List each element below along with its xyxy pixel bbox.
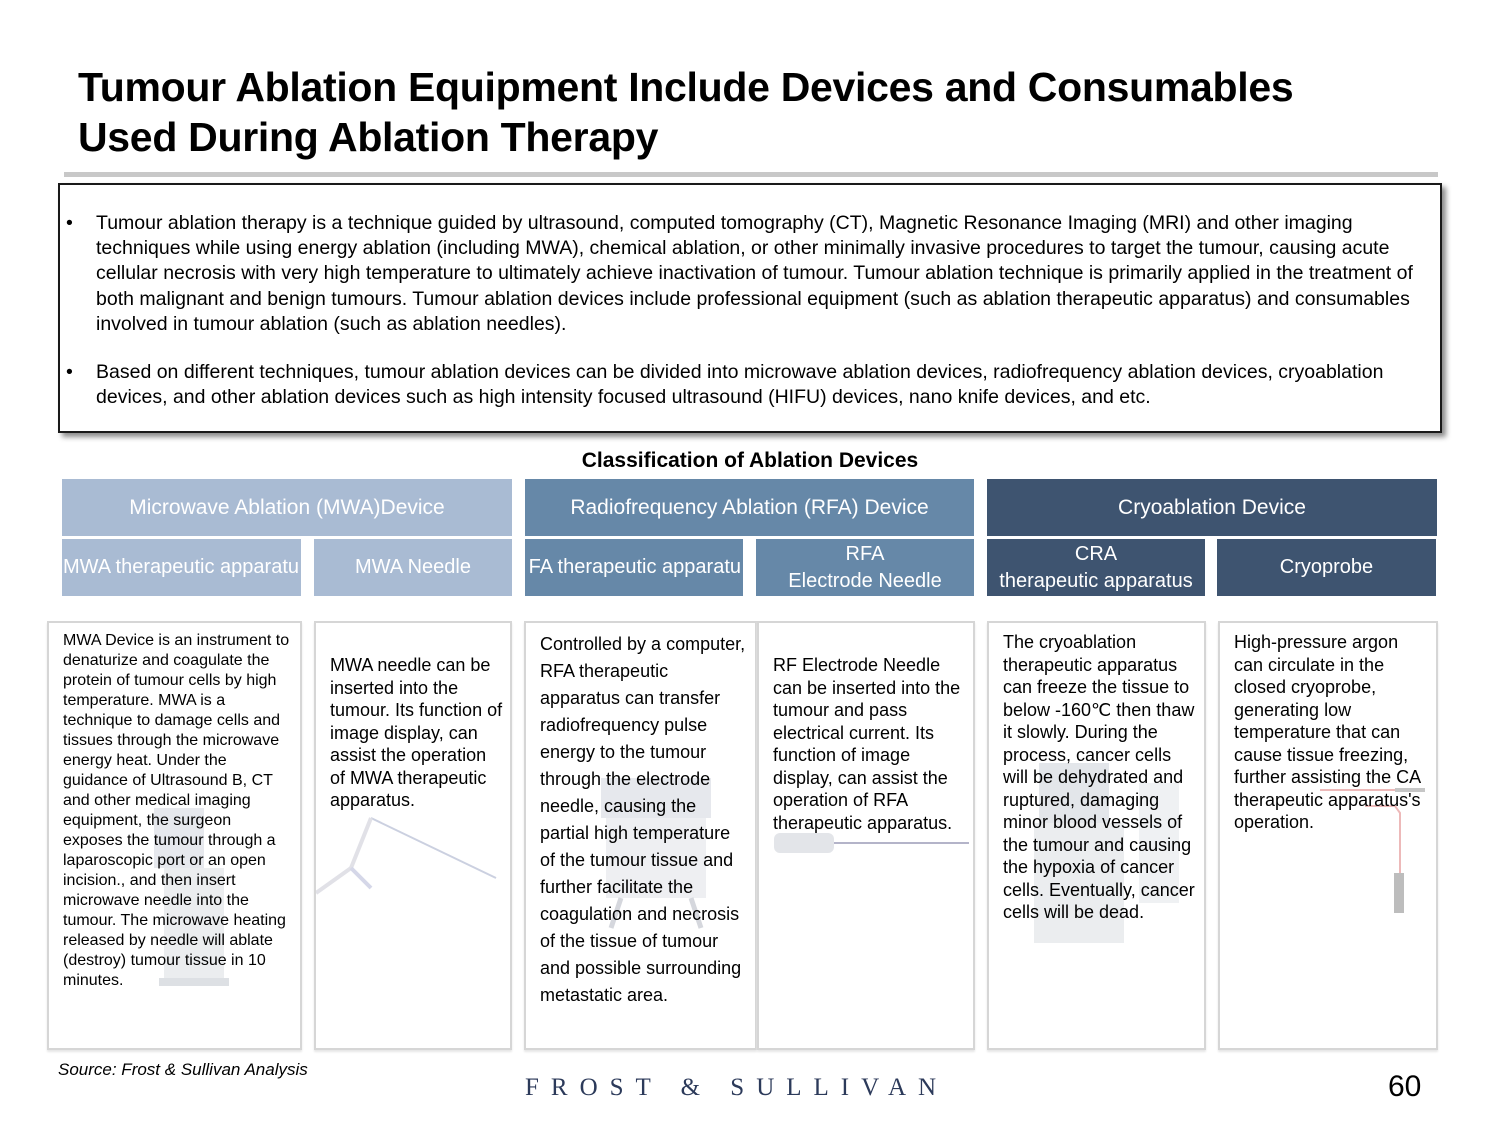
description-mwa-needle	[314, 621, 512, 1050]
description-text: MWA needle can be inserted into the tumour. Its function of image display, can assist the operation of MWA therapeutic apparatus.	[330, 655, 503, 810]
subcategory-mwa-needle	[314, 539, 512, 596]
page-title	[78, 62, 1458, 162]
description-mwa-apparatus	[47, 621, 302, 1050]
description-cryoprobe	[1218, 621, 1438, 1050]
page-title-line-1: Tumour Ablation Equipment Include Devices and Consumables	[78, 64, 1294, 110]
summary-box	[58, 183, 1442, 433]
description-text: MWA Device is an instrument to denaturize and coagulate the protein of tumour cells by high temperature. MWA is a technique to damage cells and tissues through the microwave energy heat. Under the guidance of Ultrasound B, CT and other medical imaging equipment, the surgeon exposes the tumour through a laparoscopic port or an open incision., and then insert microwave needle into the tumour. The microwave heating released by needle will ablate (destroy) tumour tissue in 10 minutes.	[63, 632, 290, 989]
subcategory-mwa-apparatus	[62, 539, 301, 596]
subcategory-label: Cryoprobe	[1279, 556, 1374, 578]
page-number: 60	[1388, 1070, 1422, 1103]
subcategory-label-line-1: CRA	[1074, 542, 1118, 565]
description-text: RF Electrode Needle can be inserted into the tumour and pass electrical current. Its function of image display, can assist the operation of RFA therapeutic apparatus.	[773, 655, 961, 833]
description-text: The cryoablation therapeutic apparatus can freeze the tissue to below -160℃ then thaw it slowly. During the process, cancer cells will be dehydrated and ruptured, damaging minor blood vessels of the tumour and causing the hypoxia of cancer cells. Eventually, cancer cells will be dead.	[1003, 632, 1195, 922]
category-cryoablation	[987, 479, 1437, 536]
subcategory-cryoprobe	[1217, 539, 1436, 596]
source-note: Source: Frost & Sullivan Analysis	[58, 1060, 308, 1079]
description-cra-apparatus	[987, 621, 1206, 1050]
brand-logo: FROST & SULLIVAN	[525, 1074, 949, 1101]
summary-bullet-text: Based on different techniques, tumour ablation devices can be divided into microwave ablation devices, radiofrequency ablation devices, cryoablation devices, and other ablation devices such as high intensity focused ultrasound (HIFU) devices, nano knife devices, and etc.	[96, 361, 1384, 409]
subcategory-rfa-electrode-needle	[756, 539, 974, 596]
description-rfa-electrode-needle	[757, 621, 975, 1050]
subcategory-label-line-1: RFA	[845, 542, 885, 565]
title-divider	[64, 172, 1438, 177]
category-label: Microwave Ablation (MWA)Device	[129, 495, 445, 519]
page-title-line-2: Used During Ablation Therapy	[78, 114, 659, 160]
subcategory-cra-apparatus	[987, 539, 1205, 596]
subcategory-label-line-2: therapeutic apparatus	[999, 569, 1193, 592]
bullet-icon: •	[66, 212, 73, 234]
summary-bullet-2	[66, 360, 1436, 410]
bullet-icon: •	[66, 361, 73, 383]
subcategory-label: FA therapeutic apparatu	[528, 556, 741, 578]
category-rfa	[525, 479, 974, 536]
summary-bullet-1	[66, 211, 1436, 337]
mwa-needle-image-icon	[316, 808, 506, 908]
subcategory-label-line-2: Electrode Needle	[788, 569, 942, 592]
category-label: Cryoablation Device	[1118, 495, 1306, 519]
subcategory-label: MWA Needle	[355, 556, 471, 578]
description-text: High-pressure argon can circulate in the closed cryoprobe, generating low temperature that can cause tissue freezing, further assisting the CA therapeutic apparatus's operation.	[1234, 632, 1421, 832]
category-label: Radiofrequency Ablation (RFA) Device	[570, 495, 929, 519]
subcategory-rfa-apparatus	[525, 539, 743, 596]
subcategory-label: MWA therapeutic apparatu	[62, 556, 299, 578]
summary-bullet-text: Tumour ablation therapy is a technique guided by ultrasound, computed tomography (CT), Magnetic Resonance Imaging (MRI) and other imaging techniques while using energy ablation (including MWA), chemical ablation, or other minimally invasive procedures to target the tumour, causing acute cellular necrosis with very high temperature to ultimately achieve inactivation of tumour. Tumour ablation technique is primarily applied in the treatment of both malignant and benign tumours. Tumour ablation devices include professional equipment (such as ablation therapeutic apparatus) and consumables involved in tumour ablation (such as ablation needles).	[96, 212, 1413, 335]
description-text: Controlled by a computer, RFA therapeutic apparatus can transfer radiofrequency pulse energy to the tumour through the electrode needle, causing the partial high temperature of the tumour tissue and further facilitate the coagulation and necrosis of the tissue of tumour and possible surrounding metastatic area.	[540, 634, 746, 1005]
classification-title: Classification of Ablation Devices	[581, 449, 919, 472]
category-mwa	[62, 479, 512, 536]
description-rfa-apparatus	[524, 621, 757, 1050]
